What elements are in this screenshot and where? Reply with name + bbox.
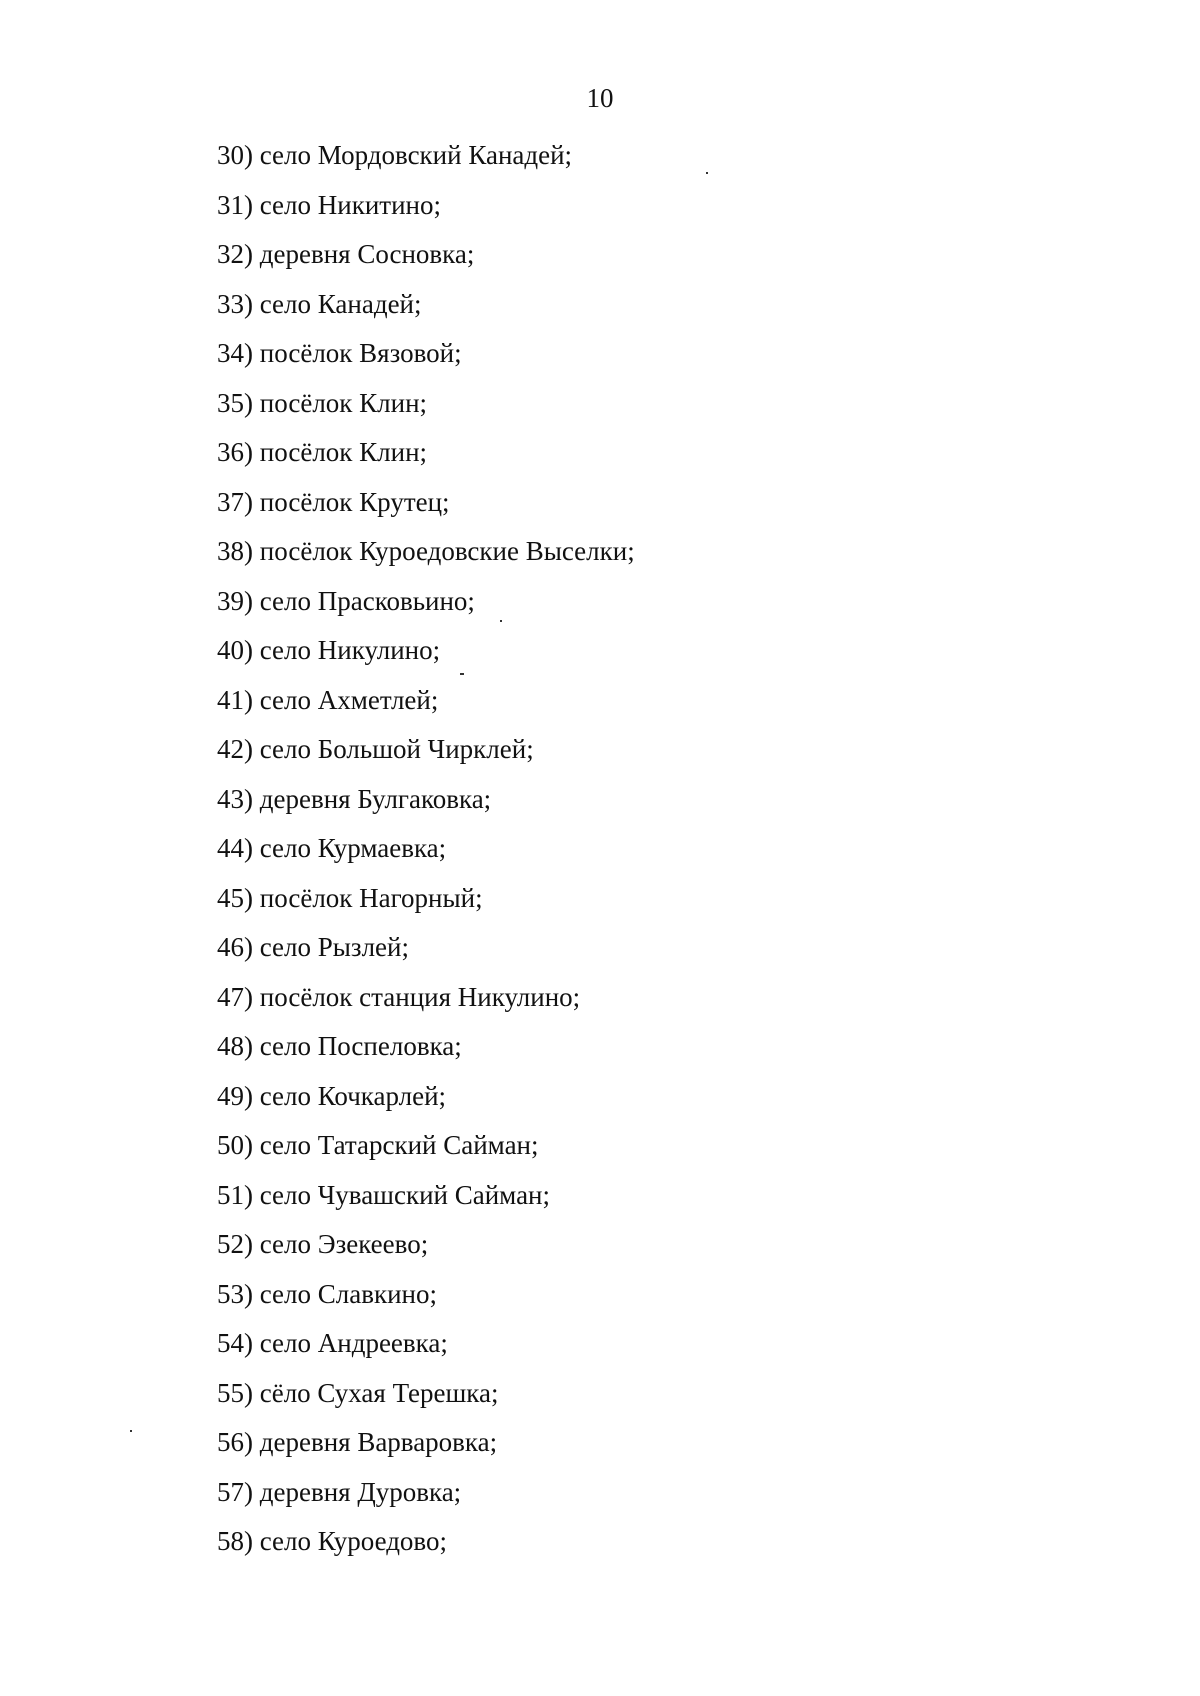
list-item: 34) посёлок Вязовой; — [217, 338, 462, 368]
page-number: 10 — [586, 83, 614, 113]
scan-speck — [460, 673, 464, 675]
list-item: 41) село Ахметлей; — [217, 684, 439, 715]
list-item: 46) село Рызлей; — [217, 932, 409, 962]
list-item: 37) посёлок Крутец; — [217, 486, 450, 517]
list-item: 47) посёлок станция Никулино; — [217, 981, 581, 1012]
list-item: 40) село Никулино; — [217, 635, 441, 665]
list-item: 53) село Славкино; — [217, 1278, 437, 1309]
list-item: 30) село Мордовский Канадей; — [217, 140, 573, 170]
scan-speck — [706, 172, 708, 174]
list-item: 54) село Андреевка; — [217, 1328, 448, 1358]
list-item: 38) посёлок Куроедовские Выселки; — [217, 536, 635, 566]
list-item: 35) посёлок Клин; — [217, 387, 428, 418]
list-item: 55) сёло Сухая Терешка; — [217, 1377, 499, 1408]
list-item: 50) село Татарский Сайман; — [217, 1130, 539, 1160]
list-item: 42) село Большой Чирклей; — [217, 734, 534, 764]
settlement-list — [217, 135, 635, 1571]
list-item: 44) село Курмаевка; — [217, 833, 447, 863]
list-item: 45) посёлок Нагорный; — [217, 882, 483, 913]
list-item: 51) село Чувашский Сайман; — [217, 1179, 551, 1210]
list-item: 58) село Куроедово; — [217, 1526, 448, 1556]
list-item: 33) село Канадей; — [217, 288, 422, 319]
list-item: 43) деревня Булгаковка; — [217, 783, 492, 814]
list-item: 57) деревня Дуровка; — [217, 1476, 462, 1507]
list-item: 56) деревня Варваровка; — [217, 1427, 498, 1457]
list-item: 36) посёлок Клин; — [217, 437, 428, 467]
scan-speck — [500, 620, 502, 622]
list-item: 32) деревня Сосновка; — [217, 239, 475, 269]
list-item: 48) село Поспеловка; — [217, 1031, 462, 1061]
list-item: 31) село Никитино; — [217, 189, 441, 220]
list-item: 52) село Эзекеево; — [217, 1229, 429, 1259]
scan-speck — [130, 1430, 132, 1432]
list-item: 49) село Кочкарлей; — [217, 1080, 447, 1111]
list-item: 39) село Прасковьино; — [217, 585, 475, 616]
